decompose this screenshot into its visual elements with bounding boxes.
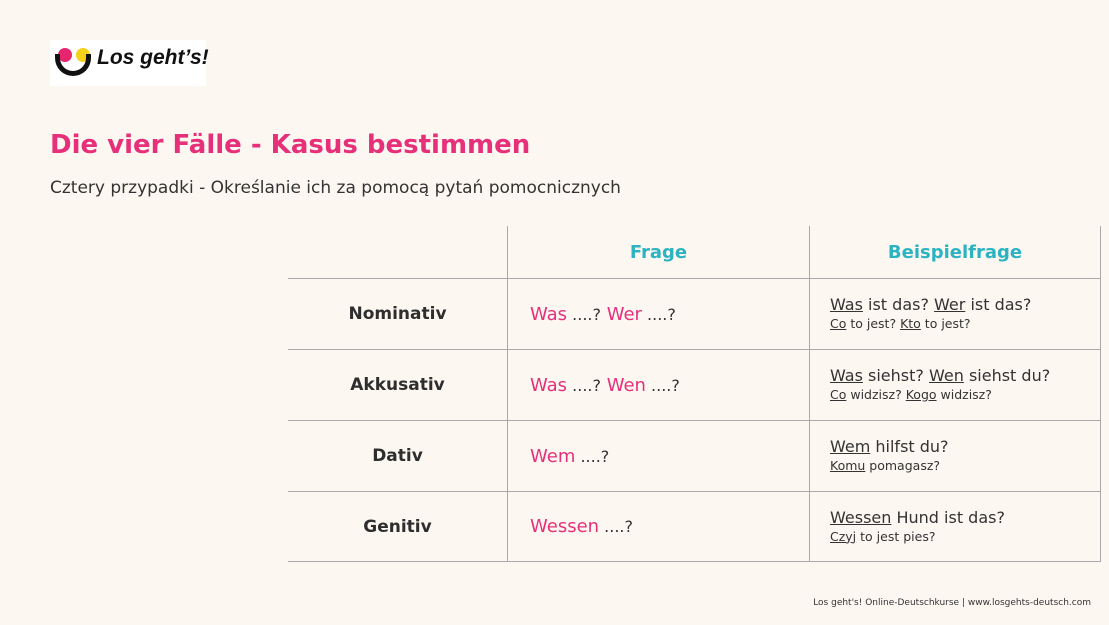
question-dots: ....? <box>567 375 601 395</box>
question-dots: ....? <box>641 304 676 324</box>
case-name: Nominativ <box>288 279 508 350</box>
example-text: widzisz? <box>846 387 906 402</box>
example-question-word: Co <box>830 316 847 331</box>
example-german <box>830 366 1100 386</box>
question-word: Was <box>530 303 568 325</box>
beispiel-cell <box>810 350 1101 421</box>
question-word: Wer <box>600 303 642 325</box>
page-subtitle: Cztery przypadki - Określanie ich za pomocą pytań pomocnicznych <box>50 178 621 198</box>
header-case <box>288 226 508 279</box>
frage-cell <box>508 350 810 421</box>
frage-cell <box>508 279 810 350</box>
example-text: to jest? <box>920 316 971 331</box>
example-german <box>830 437 1100 457</box>
logo-smile-icon <box>55 54 91 76</box>
example-text: ist das? <box>965 295 1032 314</box>
question-dots: ....? <box>567 304 601 324</box>
example-question-word: Wen <box>928 366 964 385</box>
table-row <box>288 421 1101 492</box>
example-question-word: Komu <box>830 458 866 473</box>
logo-text: Los geht’s! <box>97 46 209 69</box>
question-word: Was <box>530 374 568 396</box>
example-question-word: Was <box>830 366 863 385</box>
example-question-word: Wer <box>934 295 966 314</box>
case-name: Dativ <box>288 421 508 492</box>
question-word: Wen <box>600 374 646 396</box>
example-german <box>830 508 1100 528</box>
question-word: Wem <box>530 445 576 467</box>
example-polish <box>830 386 1100 404</box>
beispiel-cell <box>810 421 1101 492</box>
logo <box>50 40 209 86</box>
beispiel-cell <box>810 492 1101 562</box>
table-header-row <box>288 226 1101 279</box>
cases-table <box>288 226 1101 562</box>
beispiel-cell <box>810 279 1101 350</box>
example-text: siehst du? <box>963 366 1051 385</box>
frage-cell <box>508 421 810 492</box>
example-text: Hund ist das? <box>891 507 1005 527</box>
question-word: Wessen <box>530 516 600 537</box>
example-text: pomagasz? <box>865 458 941 473</box>
example-question-word: Wem <box>830 437 871 456</box>
case-name: Akkusativ <box>288 350 508 421</box>
example-text: to jest pies? <box>856 528 936 544</box>
example-question-word: Kto <box>900 316 921 331</box>
example-polish <box>830 528 1100 546</box>
question-dots: ....? <box>599 517 633 536</box>
example-text: siehst? <box>862 366 929 385</box>
example-question-word: Kogo <box>905 387 937 402</box>
footer-credit: Los geht's! Online-Deutschkurse | www.losgehts-deutsch.com <box>813 598 1091 608</box>
question-dots: ....? <box>575 446 610 466</box>
example-question-word: Czyj <box>830 528 857 544</box>
table-row <box>288 350 1101 421</box>
example-polish <box>830 457 1100 475</box>
example-question-word: Wessen <box>830 507 892 527</box>
example-text: widzisz? <box>936 387 992 402</box>
case-name: Genitiv <box>288 492 508 562</box>
header-frage: Frage <box>508 226 810 279</box>
table-row <box>288 279 1101 350</box>
example-text: hilfst du? <box>870 437 949 456</box>
example-text: to jest? <box>846 316 901 331</box>
example-text: ist das? <box>862 295 935 314</box>
example-question-word: Co <box>830 387 847 402</box>
frage-cell <box>508 492 810 562</box>
example-polish <box>830 315 1100 333</box>
question-dots: ....? <box>645 375 680 395</box>
header-beispielfrage: Beispielfrage <box>810 226 1101 279</box>
page-title: Die vier Fälle - Kasus bestimmen <box>50 130 531 160</box>
example-german <box>830 295 1100 315</box>
table-row <box>288 492 1101 562</box>
example-question-word: Was <box>830 295 863 314</box>
